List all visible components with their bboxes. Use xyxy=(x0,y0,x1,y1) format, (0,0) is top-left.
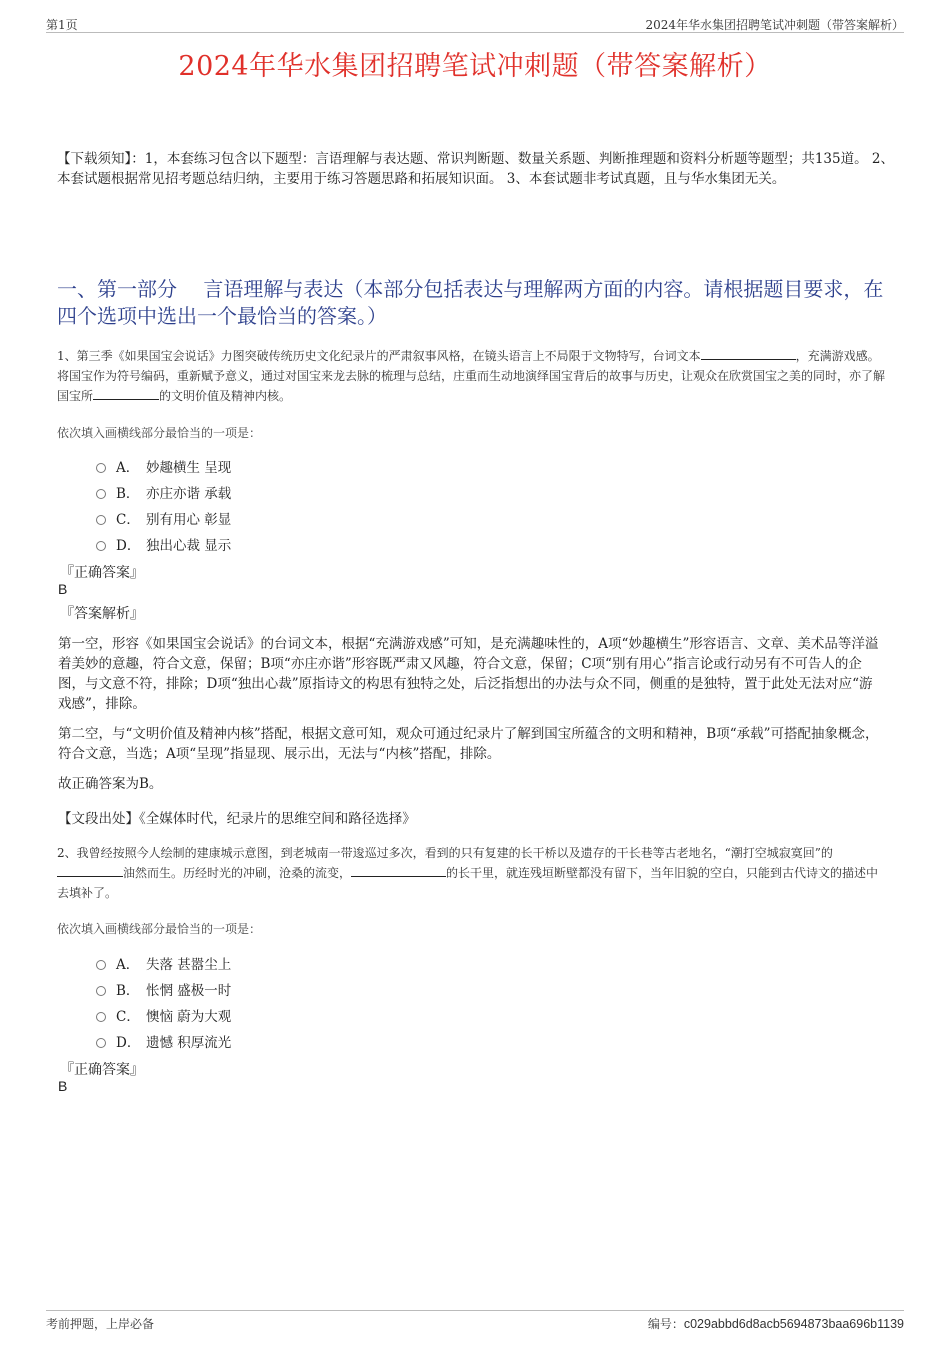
radio-icon[interactable] xyxy=(96,489,106,499)
analysis-paragraph-2: 第二空，与“文明价值及精神内核”搭配，根据文意可知，观众可通过纪录片了解到国宝所蕴含的文明和精神，B项“承载”可搭配抽象概念，符合文意，当选；A项“呈现”指显现、展示出，无法与“内核”搭配，排除。 xyxy=(58,726,879,762)
question-2-prompt: 依次填入画横线部分最恰当的一项是： xyxy=(57,922,262,936)
answer-label: 『正确答案』 xyxy=(60,1062,144,1078)
answer-label: 『正确答案』 xyxy=(60,565,144,581)
question-1-prompt: 依次填入画横线部分最恰当的一项是： xyxy=(57,426,262,440)
radio-icon[interactable] xyxy=(96,960,106,970)
page-header xyxy=(46,14,904,33)
blank-line xyxy=(701,347,796,360)
option-a[interactable]: A． 失落 甚嚣尘上 xyxy=(96,950,231,976)
page-footer xyxy=(46,1310,904,1331)
question-1-text: 1、第三季《如果国宝会说话》力图突破传统历史文化纪录片的严肃叙事风格，在镜头语言上不局限于文物特写，台词文本 ，充满游戏感。将国宝作为符号编码，重新赋予意义，通过对国宝来龙去脉的梳理与总结，庄重而生动地演绎国宝背后的故事与历史，让观众在欣赏国宝之美的同时，亦了解国宝所 的文明价值及精神内核。 xyxy=(57,349,886,403)
download-notice: 【下载须知】：1，本套练习包含以下题型：言语理解与表达题、常识判断题、数量关系题、判断推理题和资料分析题等题型；共135道。 2、本套试题根据常见招考题总结归纳，主要用于练习答题思路和拓展知识面。 3、本套试题非考试真题，且与华水集团无关。 xyxy=(57,151,894,187)
analysis-label: 『答案解析』 xyxy=(60,606,144,622)
footer-code: 编号：c029abbd6d8acb5694873baa696b1139 xyxy=(647,1317,904,1331)
blank-line xyxy=(57,864,123,877)
footer-slogan: 考前押题，上岸必备 xyxy=(46,1317,155,1331)
header-doc-title: 2024年华水集团招聘笔试冲刺题（带答案解析） xyxy=(645,18,904,32)
radio-icon[interactable] xyxy=(96,1038,106,1048)
page-number: 第1页 xyxy=(46,18,78,32)
document-title: 2024年华水集团招聘笔试冲刺题（带答案解析） xyxy=(178,51,772,82)
analysis-paragraph-1: 第一空，形容《如果国宝会说话》的台词文本，根据“充满游戏感”可知，是充满趣味性的，A项“妙趣横生”形容语言、文章、美术品等洋溢着美妙的意趣，符合文意，保留；B项“亦庄亦谐”形容既严肃又风趣，符合文意，保留；C项“别有用心”指言论或行动另有不可告人的企图，与文意不符，排除；D项“独出心裁”原指诗文的构思有独特之处，后泛指想出的办法与众不同，侧重的是独特，置于此处无法对应“游戏感”，排除。 xyxy=(58,636,879,712)
question-1-options xyxy=(96,453,231,557)
radio-icon[interactable] xyxy=(96,1012,106,1022)
analysis-conclusion: 故正确答案为B。 xyxy=(58,776,163,792)
option-c[interactable]: C． 别有用心 彰显 xyxy=(96,505,231,531)
radio-icon[interactable] xyxy=(96,463,106,473)
question-2-text: 2、我曾经按照今人绘制的建康城示意图，到老城南一带逡巡过多次，看到的只有复建的长干桥以及遗存的干长巷等古老地名，“潮打空城寂寞回”的油然而生。历经时光的冲刷，沧桑的流变， 的长干里，就连残垣断壁都没有留下，当年旧貌的空白，只能到古代诗文的描述中去填补了。 xyxy=(57,846,879,900)
option-d[interactable]: D． 独出心裁 显示 xyxy=(96,531,231,557)
option-b[interactable]: B． 怅惘 盛极一时 xyxy=(96,976,231,1002)
radio-icon[interactable] xyxy=(96,541,106,551)
blank-line xyxy=(351,864,446,877)
blank-line xyxy=(93,387,159,400)
question-2-options xyxy=(96,950,231,1054)
radio-icon[interactable] xyxy=(96,986,106,996)
section-title: 一、第一部分 言语理解与表达（本部分包括表达与理解两方面的内容。请根据题目要求，在四个选项中选出一个最恰当的答案。） xyxy=(57,277,884,328)
option-a[interactable]: A． 妙趣横生 呈现 xyxy=(96,453,231,479)
radio-icon[interactable] xyxy=(96,515,106,525)
option-c[interactable]: C． 懊恼 蔚为大观 xyxy=(96,1002,231,1028)
answer-value: B xyxy=(58,581,68,597)
text-source: 【文段出处】《全媒体时代，纪录片的思维空间和路径选择》 xyxy=(58,811,416,827)
answer-value: B xyxy=(58,1078,68,1094)
option-d[interactable]: D． 遗憾 积厚流光 xyxy=(96,1028,231,1054)
option-b[interactable]: B． 亦庄亦谐 承载 xyxy=(96,479,231,505)
